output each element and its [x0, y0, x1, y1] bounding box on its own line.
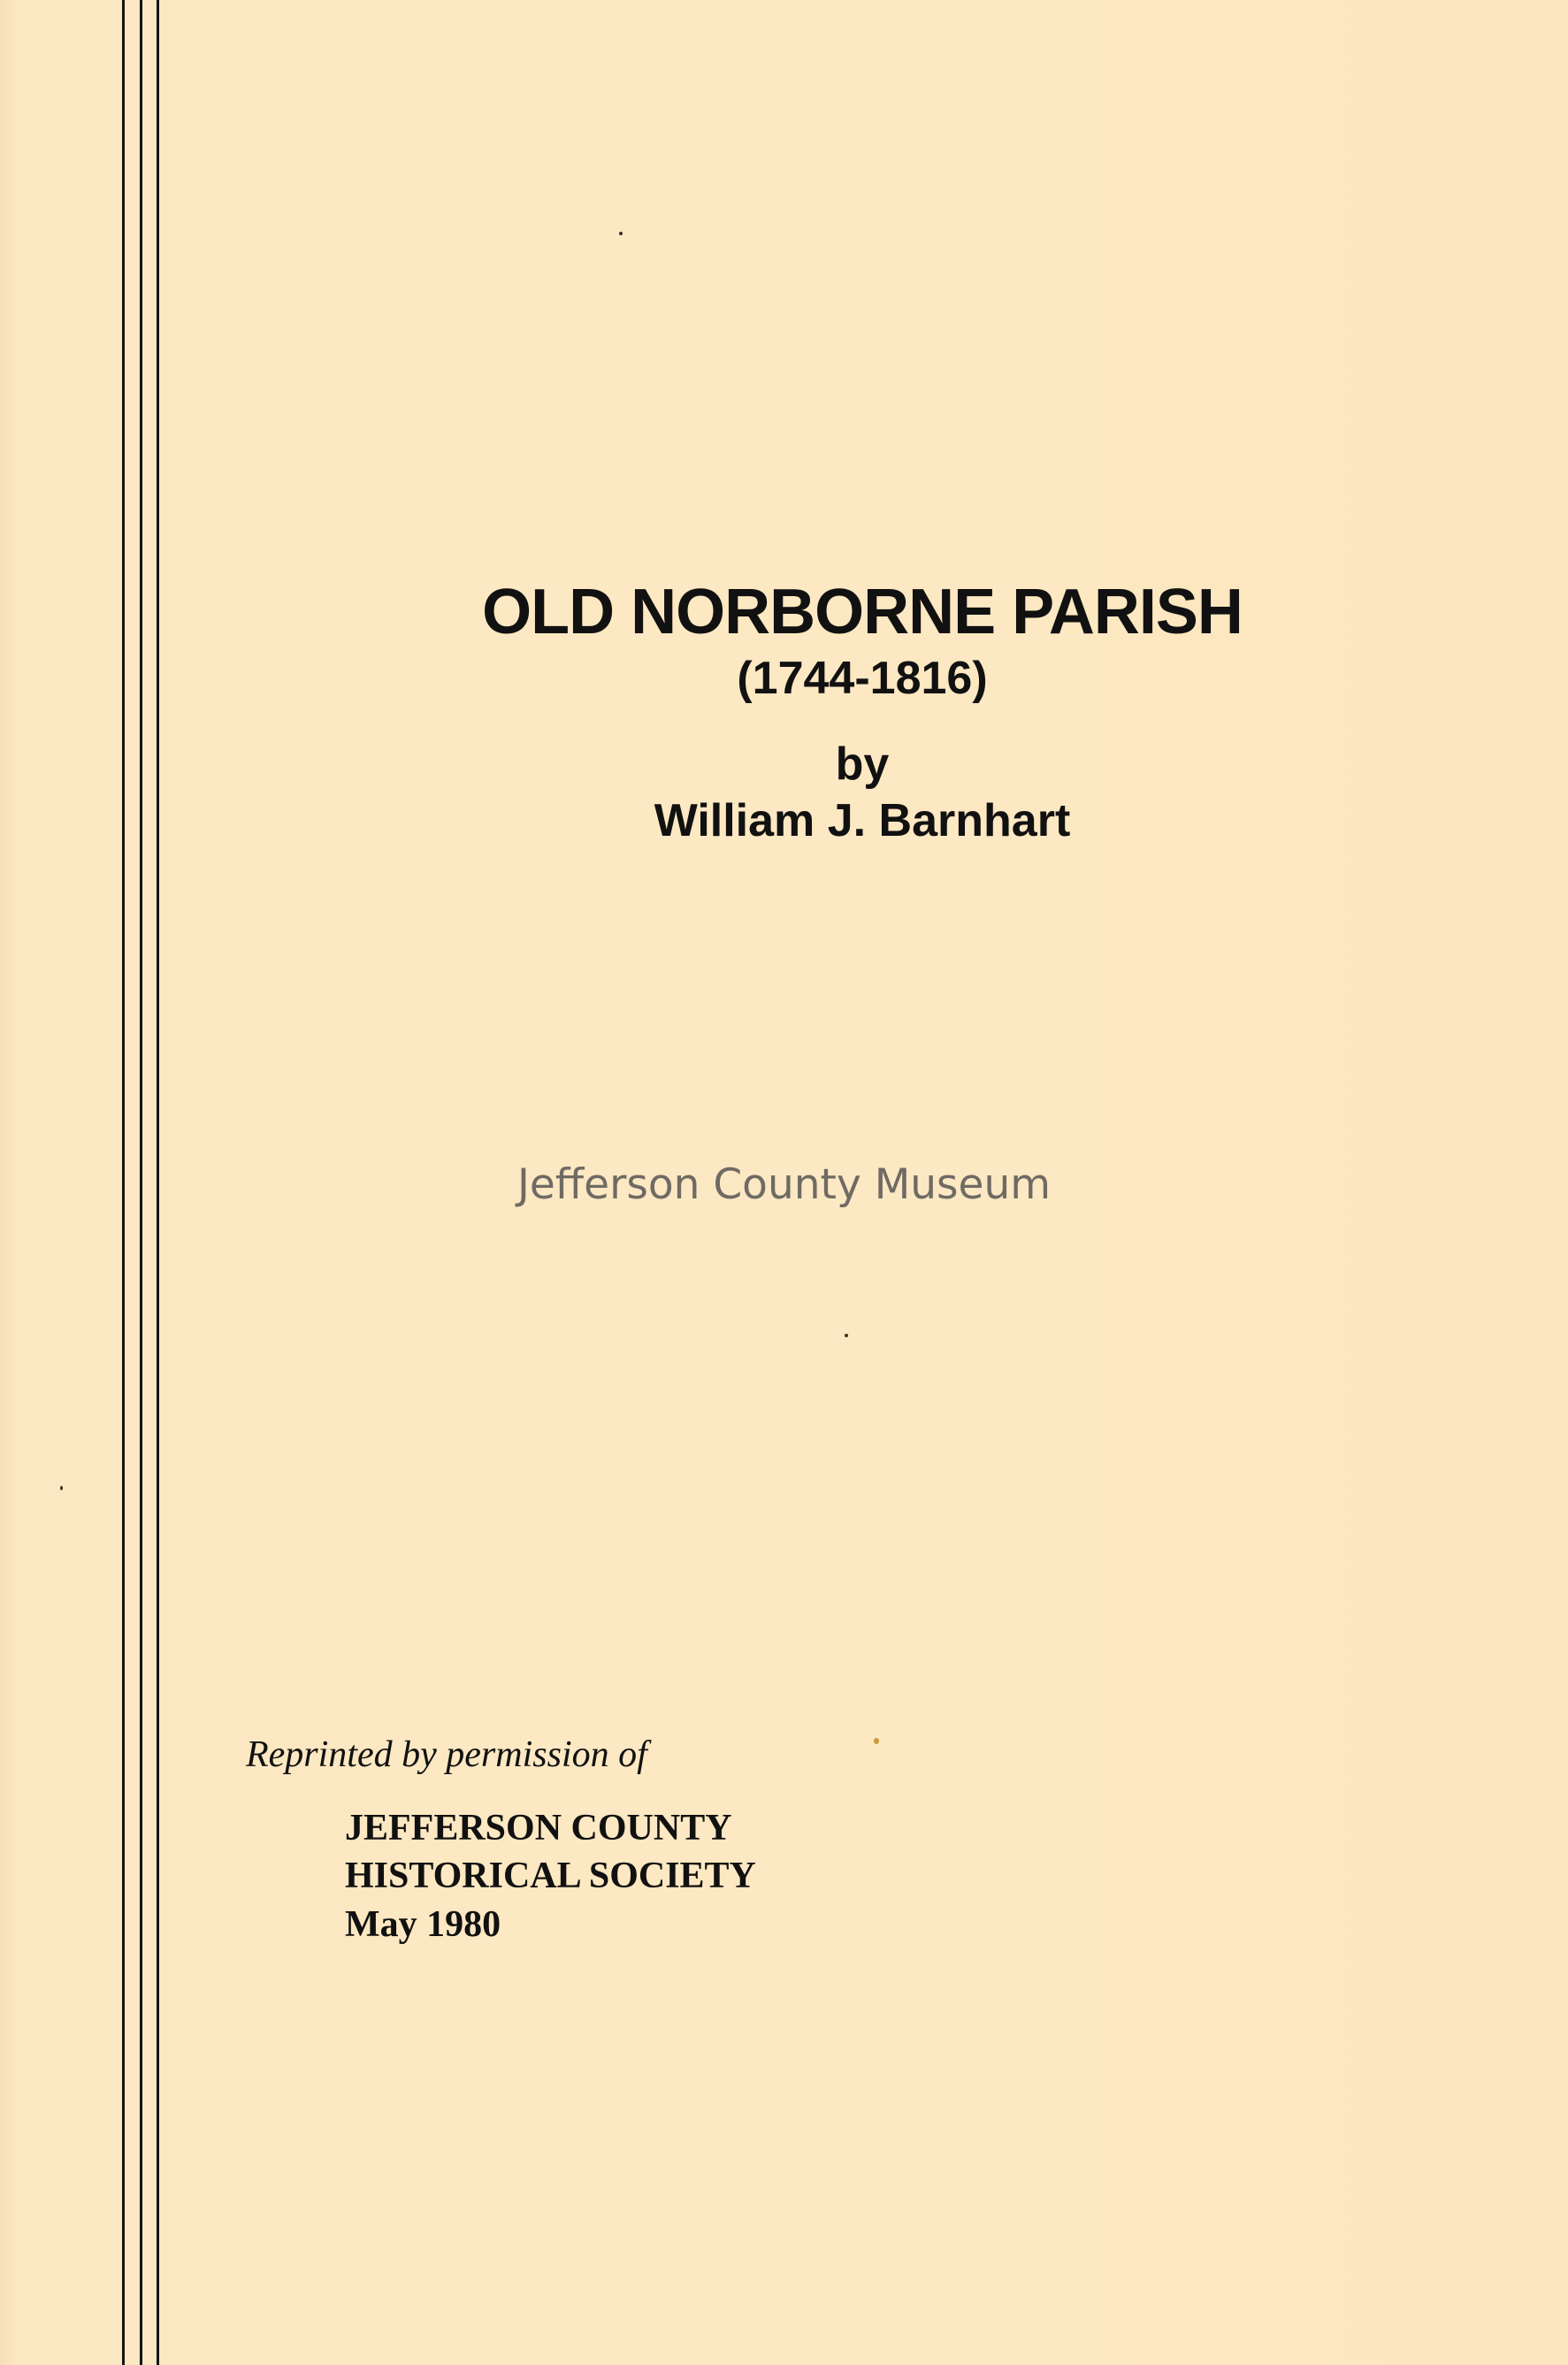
author-name: William J. Barnhart: [654, 795, 1071, 846]
book-years: (1744-1816): [737, 653, 988, 704]
by-label: by: [835, 739, 890, 790]
museum-watermark: Jefferson County Museum: [517, 1160, 1052, 1209]
publisher-name-line-2: HISTORICAL SOCIETY: [345, 1856, 756, 1896]
publisher-name-line-1: JEFFERSON COUNTY: [345, 1808, 732, 1848]
paper-speck: [845, 1334, 848, 1337]
spine-rule: [157, 0, 159, 2365]
paper-speck: [60, 1486, 63, 1490]
reprint-note: Reprinted by permission of: [246, 1734, 647, 1775]
spine-rule: [140, 0, 142, 2365]
book-title: OLD NORBORNE PARISH: [482, 577, 1243, 647]
spine-rule: [122, 0, 125, 2365]
paper-speck: [619, 232, 623, 235]
publication-date: May 1980: [345, 1904, 501, 1945]
paper-speck: [874, 1738, 879, 1744]
